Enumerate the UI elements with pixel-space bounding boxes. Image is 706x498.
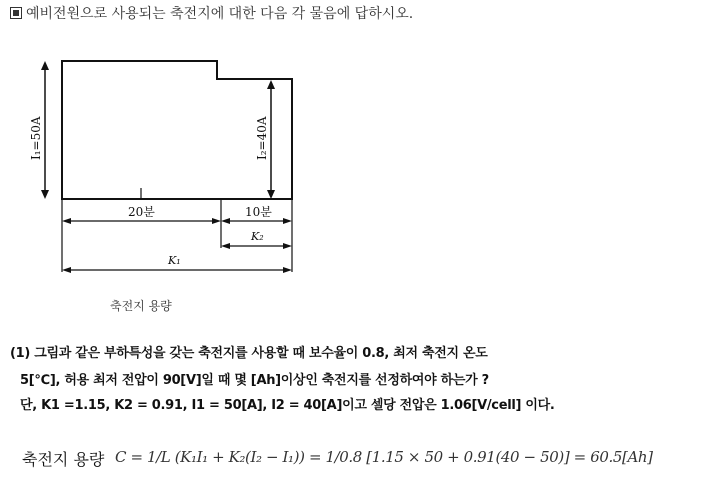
diagram-caption: 축전지 용량 (110, 299, 172, 313)
dim-20-head-right (212, 218, 221, 224)
header-title: 예비전원으로 사용되는 축전지에 대한 다음 각 물음에 답하시오. (26, 6, 414, 22)
label-k1: K₁ (168, 254, 181, 267)
answer-prefix: 축전지 용량 (22, 450, 105, 469)
label-t1: 20분 (128, 205, 155, 219)
dim-k2-head-right (283, 243, 292, 249)
dim-k1-head-right (283, 267, 292, 273)
i2-arrow-head-down (267, 190, 275, 199)
label-k2: K₂ (251, 230, 264, 243)
dim-20-head-left (62, 218, 71, 224)
question-line-1: (1) 그림과 같은 부하특성을 갖는 축전지를 사용할 때 보수율이 0.8, 최저 축전지 온도 (10, 346, 488, 361)
label-i2: I₂=40A (255, 116, 269, 160)
dim-k2-head-left (221, 243, 230, 249)
dim-k1-head-left (62, 267, 71, 273)
question-line-3: 단, K1 =1.15, K2 = 0.91, I1 = 50[A], I2 = 40[A]이고 셀당 전압은 1.06[V/cell] 이다. (20, 398, 555, 413)
i1-arrow-head-up (41, 61, 49, 70)
dim-10-head-right (283, 218, 292, 224)
question-line-2: 5[℃], 허용 최저 전압이 90[V]일 때 몇 [Ah]이상인 축전지를 선정하여야 하는가 ? (20, 373, 489, 388)
i2-arrow-head-up (267, 80, 275, 89)
label-i1: I₁=50A (29, 116, 43, 160)
dim-10-head-left (221, 218, 230, 224)
i1-arrow-head-down (41, 190, 49, 199)
label-t2: 10분 (245, 205, 272, 219)
answer-formula-text: C = 1/L (K₁I₁ + K₂(I₂ − I₁)) = 1/0.8 [1.15 × 50 + 0.91(40 − 50)] = 60.5[Ah] (115, 448, 653, 466)
